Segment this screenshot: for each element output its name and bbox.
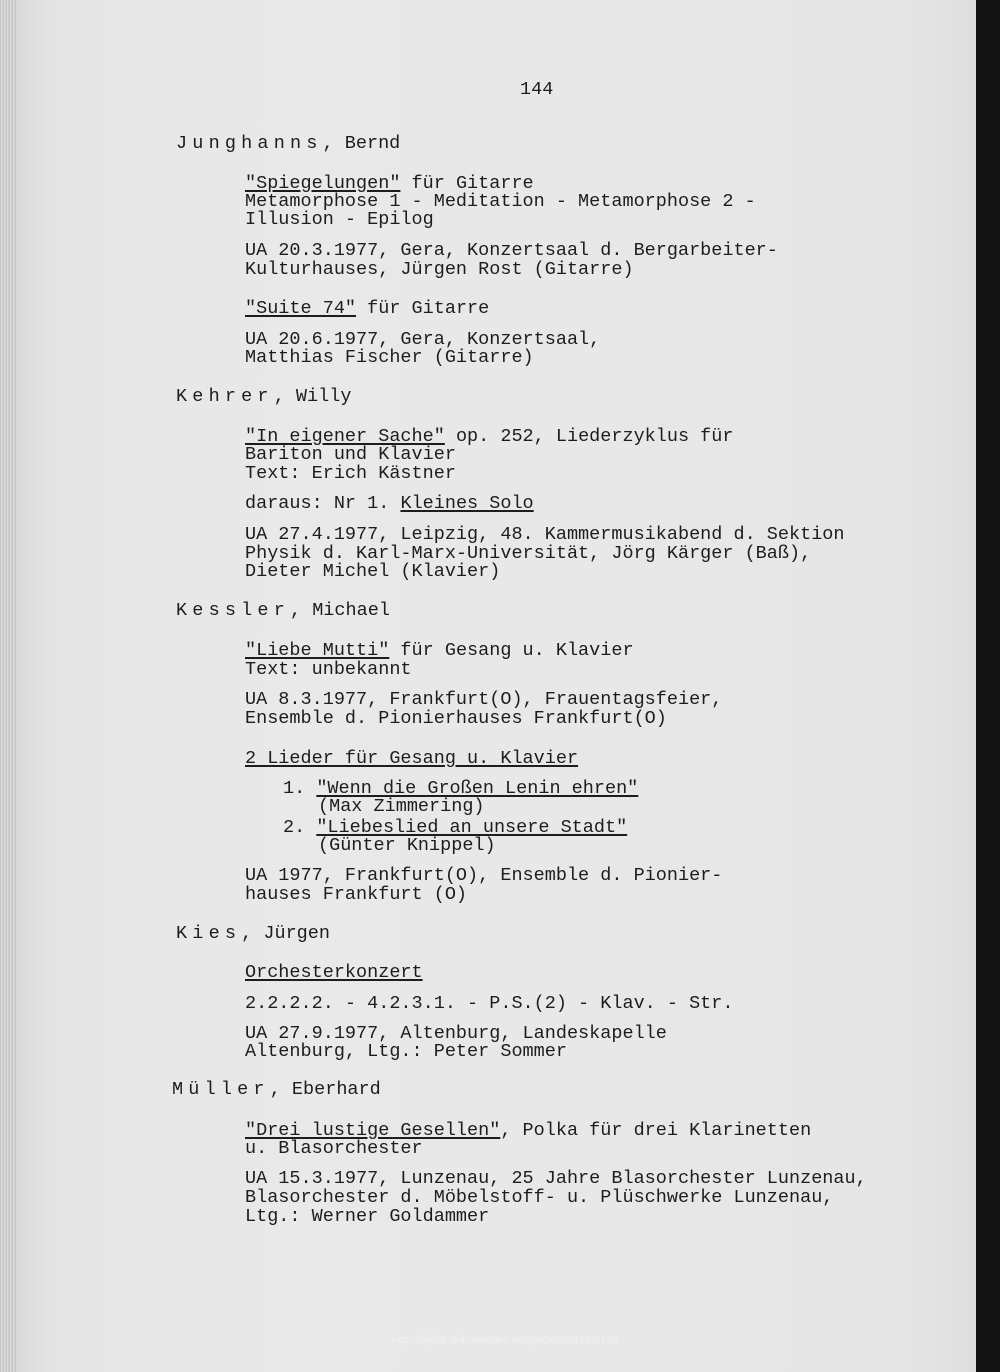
composer-heading: Junghanns, Bernd bbox=[176, 133, 401, 154]
premiere-line: UA 20.3.1977, Gera, Konzertsaal d. Bergarbeiter- bbox=[245, 240, 778, 261]
work-detail: 2.2.2.2. - 4.2.3.1. - P.S.(2) - Klav. - Str. bbox=[245, 993, 734, 1014]
premiere-line: Blasorchester d. Möbelstoff- u. Plüschwerke Lunzenau, bbox=[245, 1187, 834, 1208]
premiere-line: Physik d. Karl-Marx-Universität, Jörg Kärger (Baß), bbox=[245, 543, 812, 564]
premiere-line: Matthias Fischer (Gitarre) bbox=[245, 347, 534, 368]
song-author: (Günter Knippel) bbox=[318, 835, 496, 856]
work-title: "Drei lustige Gesellen" bbox=[245, 1120, 501, 1141]
premiere-line: UA 15.3.1977, Lunzenau, 25 Jahre Blasorchester Lunzenau, bbox=[245, 1168, 867, 1189]
source-url: http://digital.slub-dresden.de/ppn30580165Z/154 bbox=[392, 1334, 618, 1346]
composer-heading: Müller, Eberhard bbox=[172, 1079, 381, 1100]
page-number: 144 bbox=[520, 79, 554, 100]
premiere-line: UA 1977, Frankfurt(O), Ensemble d. Pionier- bbox=[245, 865, 723, 886]
work-title-suffix: op. 252, Liederzyklus für bbox=[444, 426, 734, 447]
premiere-line: Dieter Michel (Klavier) bbox=[245, 561, 501, 582]
work-title: Orchesterkonzert bbox=[245, 962, 423, 983]
composer-surname: Müller bbox=[172, 1079, 270, 1100]
premiere-line: Kulturhauses, Jürgen Rost (Gitarre) bbox=[245, 259, 634, 280]
work-title-line bbox=[245, 299, 489, 319]
work-title-suffix: , Polka für drei Klarinetten bbox=[500, 1120, 812, 1141]
composer-firstname: Eberhard bbox=[291, 1079, 381, 1100]
song-number: 1. bbox=[283, 778, 306, 799]
work-title-suffix: für Gitarre bbox=[356, 298, 490, 319]
composer-firstname: Willy bbox=[295, 386, 352, 407]
composer-heading: Kessler, Michael bbox=[176, 600, 390, 621]
composer-firstname: Jürgen bbox=[263, 923, 330, 944]
extract-title: Kleines Solo bbox=[400, 493, 534, 514]
composer-surname: Junghanns bbox=[176, 133, 323, 154]
song-author: (Max Zimmering) bbox=[318, 796, 485, 817]
premiere-line: Ltg.: Werner Goldammer bbox=[245, 1206, 490, 1227]
work-detail: Text: Erich Kästner bbox=[245, 463, 456, 484]
composer-surname: Kessler bbox=[176, 600, 290, 621]
work-extract-line bbox=[245, 494, 534, 514]
work-title: "Liebe Mutti" bbox=[245, 640, 390, 661]
work-title: "In eigener Sache" bbox=[245, 426, 445, 447]
premiere-line: UA 20.6.1977, Gera, Konzertsaal, bbox=[245, 329, 601, 350]
premiere-line: UA 27.9.1977, Altenburg, Landeskapelle bbox=[245, 1023, 667, 1044]
work-title: "Spiegelungen" bbox=[245, 173, 401, 194]
extract-prefix: daraus: Nr 1. bbox=[245, 493, 401, 514]
premiere-line: UA 27.4.1977, Leipzig, 48. Kammermusikabend d. Sektion bbox=[245, 524, 845, 545]
premiere-line: Ensemble d. Pionierhauses Frankfurt(O) bbox=[245, 708, 667, 729]
work-detail: Text: unbekannt bbox=[245, 659, 412, 680]
work-detail: u. Blasorchester bbox=[245, 1138, 423, 1159]
premiere-line: UA 8.3.1977, Frankfurt(O), Frauentagsfeier, bbox=[245, 689, 723, 710]
work-title: "Suite 74" bbox=[245, 298, 357, 319]
song-number: 2. bbox=[283, 817, 306, 838]
composer-firstname: Bernd bbox=[344, 133, 401, 154]
composer-heading: Kehrer, Willy bbox=[176, 386, 352, 407]
composer-firstname: Michael bbox=[312, 600, 390, 621]
work-detail: Illusion - Epilog bbox=[245, 209, 434, 230]
work-title: 2 Lieder für Gesang u. Klavier bbox=[245, 748, 579, 769]
work-title-suffix: für Gitarre bbox=[400, 173, 534, 194]
premiere-line: Altenburg, Ltg.: Peter Sommer bbox=[245, 1041, 567, 1062]
premiere-line: hauses Frankfurt (O) bbox=[245, 884, 468, 905]
work-title-line bbox=[245, 641, 634, 661]
page-stack-edge bbox=[0, 0, 16, 1372]
song-title: "Liebeslied an unsere Stadt" bbox=[316, 817, 628, 838]
composer-heading: Kies, Jürgen bbox=[176, 923, 330, 944]
work-detail: Metamorphose 1 - Meditation - Metamorphose 2 - bbox=[245, 191, 756, 212]
song-title: "Wenn die Großen Lenin ehren" bbox=[316, 778, 639, 799]
work-detail: Bariton und Klavier bbox=[245, 444, 456, 465]
composer-surname: Kehrer bbox=[176, 386, 274, 407]
composer-surname: Kies bbox=[176, 923, 242, 944]
work-title-suffix: für Gesang u. Klavier bbox=[389, 640, 634, 661]
